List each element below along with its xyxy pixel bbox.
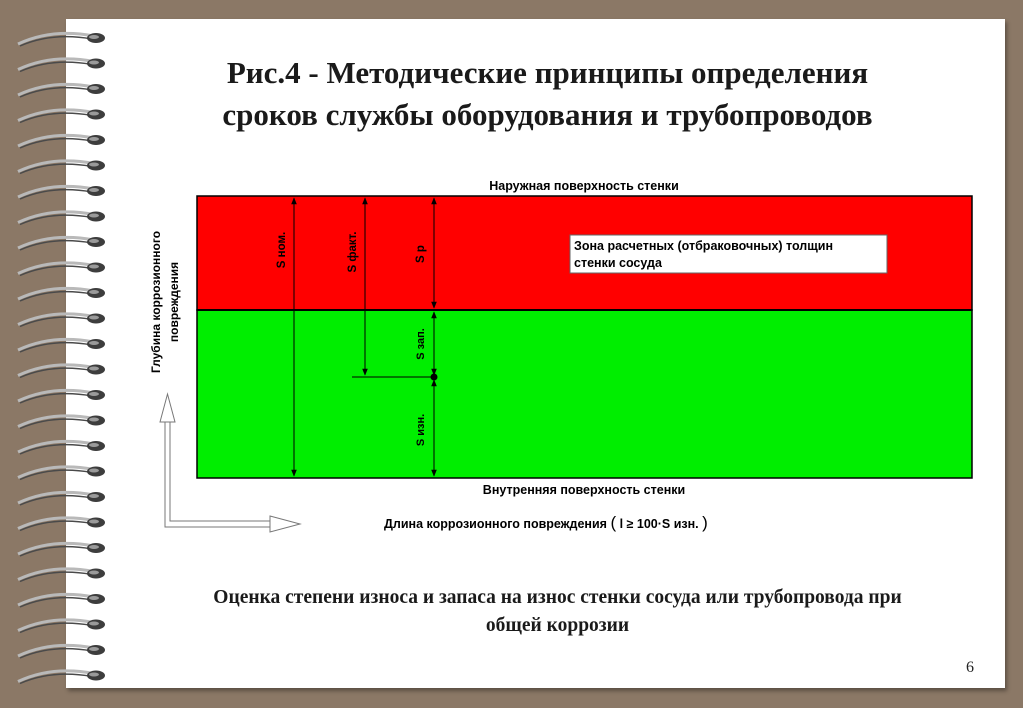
junction-point bbox=[431, 374, 438, 381]
s-izn-label: S изн. bbox=[415, 413, 427, 447]
x-axis-formula-close: ) bbox=[702, 513, 708, 532]
x-axis-formula: l ≥ 100·S изн. bbox=[619, 517, 699, 531]
x-axis-formula-open: ( bbox=[610, 513, 617, 532]
y-axis-label-line-2: повреждения bbox=[167, 261, 181, 343]
x-axis-arrow-icon bbox=[270, 516, 300, 532]
title-line-2: сроков службы оборудования и трубопроводов bbox=[222, 97, 873, 132]
x-axis-label bbox=[384, 513, 708, 532]
zone-info-line-1: Зона расчетных (отбраковочных) толщин bbox=[574, 239, 834, 253]
outer-surface-label: Наружная поверхность стенки bbox=[489, 179, 679, 193]
caption-line-2: общей коррозии bbox=[485, 615, 630, 636]
s-zap-label: S зап. bbox=[415, 328, 427, 360]
title-line-1: Рис.4 - Методические принципы определения bbox=[226, 55, 869, 90]
s-p-label: S р bbox=[415, 245, 427, 263]
x-axis-label-text: Длина коррозионного повреждения bbox=[384, 517, 607, 531]
page-number: 6 bbox=[966, 659, 974, 676]
wall-zone-rect bbox=[197, 310, 972, 478]
y-axis-arrow-icon bbox=[160, 394, 175, 422]
s-fakt-label: S факт. bbox=[347, 231, 359, 273]
caption-line-1: Оценка степени износа и запаса на износ стенки сосуда или трубопровода при bbox=[213, 587, 902, 608]
s-nom-label: S ном. bbox=[276, 231, 288, 269]
slide-caption bbox=[130, 584, 985, 640]
zone-info-line-2: стенки сосуда bbox=[574, 256, 662, 270]
y-axis-label-line-1: Глубина коррозионного bbox=[149, 230, 163, 374]
inner-surface-label: Внутренняя поверхность стенки bbox=[482, 483, 686, 497]
